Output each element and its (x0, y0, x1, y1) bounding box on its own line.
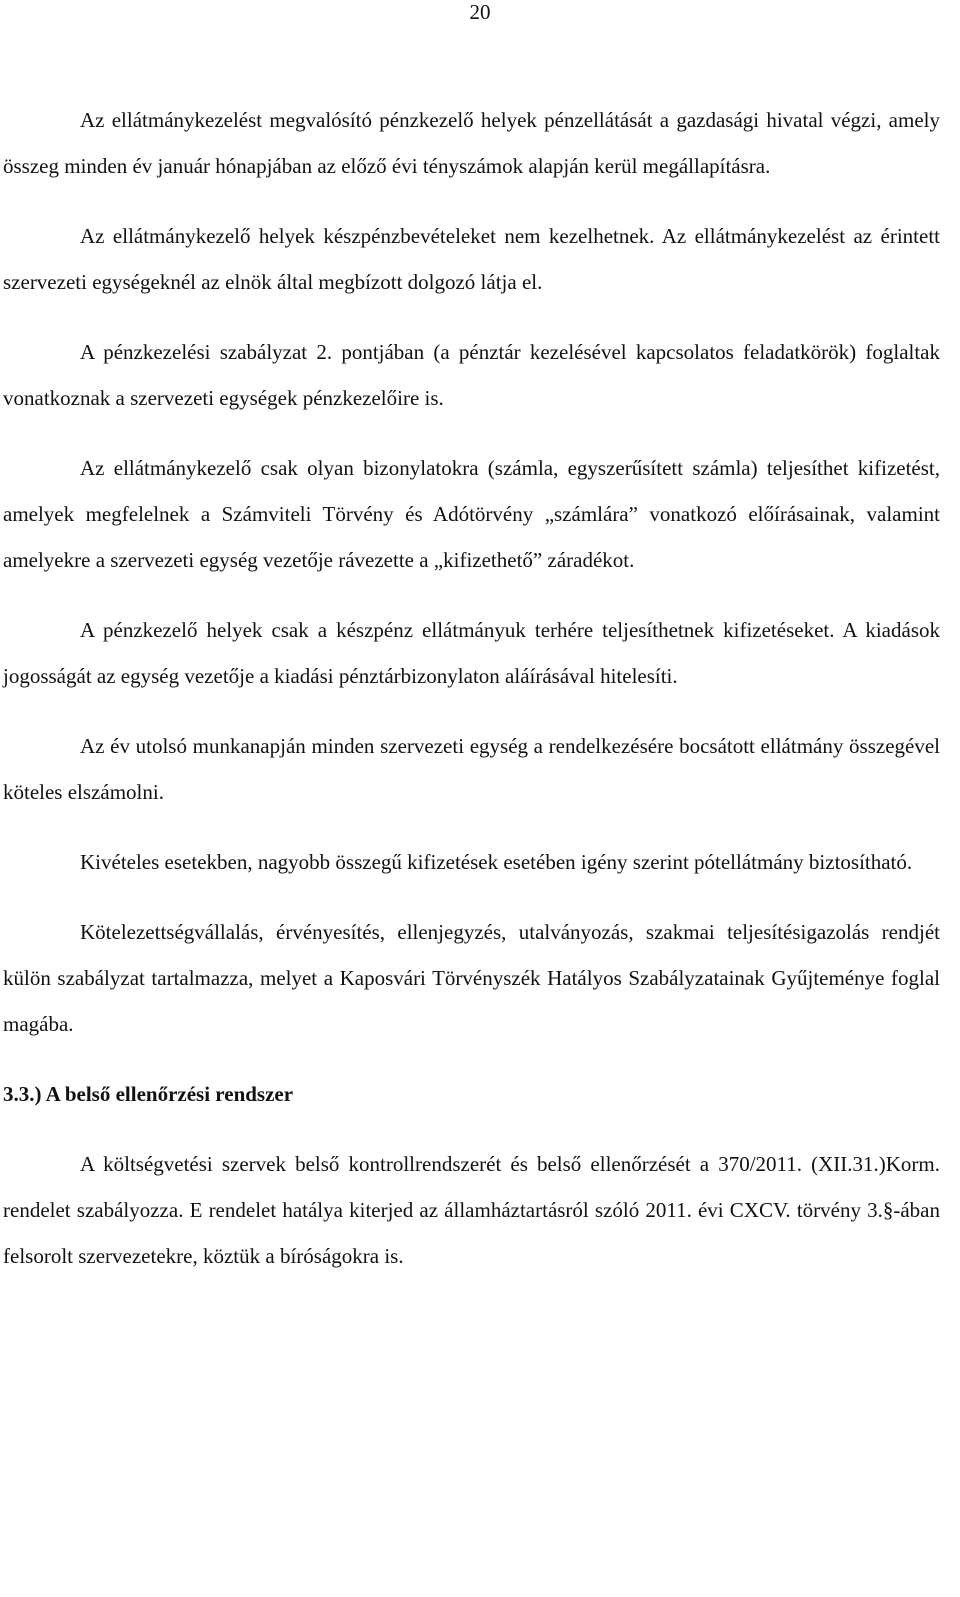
paragraph-final: A költségvetési szervek belső kontrollrendszerét és belső ellenőrzését a 370/2011. (XII.31.)Korm. rendelet szabályozza. E rendelet hatálya kiterjed az államháztartásról szóló 2011. évi CXCV. törvény 3.§-ában felsorolt szervezetekre, köztük a bíróságokra is. (3, 1152, 940, 1268)
document-body (3, 97, 940, 1303)
paragraph-7: Kivételes esetekben, nagyobb összegű kifizetések esetében igény szerint pótellátmány biztosítható. (80, 850, 913, 874)
paragraph-6: Az év utolsó munkanapján minden szervezeti egység a rendelkezésére bocsátott ellátmány összegével köteles elszámolni. (3, 734, 940, 804)
paragraph-5: A pénzkezelő helyek csak a készpénz ellátmányuk terhére teljesíthetnek kifizetéseket. A kiadások jogosságát az egység vezetője a kiadási pénztárbizonylaton aláírásával hitelesíti. (3, 618, 940, 688)
paragraph-8: Kötelezettségvállalás, érvényesítés, ellenjegyzés, utalványozás, szakmai teljesítésigazolás rendjét külön szabályzat tartalmazza, melyet a Kaposvári Törvényszék Hatályos Szabályzatainak Gyűjteménye foglal magába. (3, 920, 940, 1036)
page-number: 20 (469, 0, 491, 24)
paragraph-1: Az ellátmánykezelést megvalósító pénzkezelő helyek pénzellátását a gazdasági hivatal végzi, amely összeg minden év január hónapjában az előző évi tényszámok alapján kerül megállapításra. (3, 108, 940, 178)
paragraph-3: A pénzkezelési szabályzat 2. pontjában (a pénztár kezelésével kapcsolatos feladatkörök) foglaltak vonatkoznak a szervezeti egységek pénzkezelőire is. (3, 340, 940, 410)
section-heading: 3.3.) A belső ellenőrzési rendszer (3, 1082, 294, 1106)
paragraph-2: Az ellátmánykezelő helyek készpénzbevételeket nem kezelhetnek. Az ellátmánykezelést az érintett szervezeti egységeknél az elnök által megbízott dolgozó látja el. (3, 224, 940, 294)
paragraph-4: Az ellátmánykezelő csak olyan bizonylatokra (számla, egyszerűsített számla) teljesíthet kifizetést, amelyek megfelelnek a Számviteli Törvény és Adótörvény „számlára” vonatkozó előírásainak, valamint amelyekre a szervezeti egység vezetője rávezette a „kifizethető” záradékot. (3, 456, 940, 572)
